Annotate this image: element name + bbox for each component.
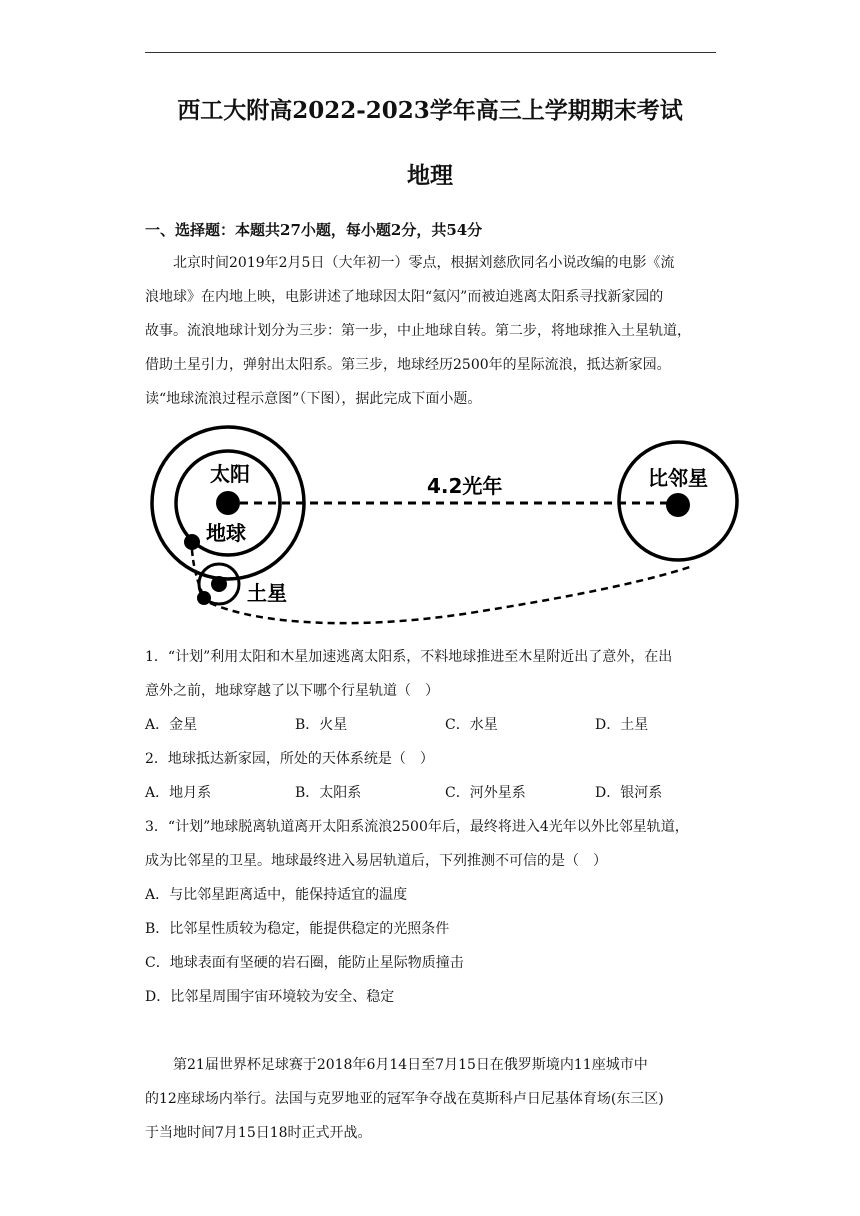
passage-1 bbox=[145, 246, 717, 416]
passage-2-line: 第21届世界杯足球赛于2018年6月14日至7月15日在俄罗斯境内11座城市中 bbox=[173, 1057, 648, 1073]
passage-1-line: 浪地球》在内地上映，电影讲述了地球因太阳“氦闪”而被迫逃离太阳系寻找新家园的 bbox=[145, 289, 664, 305]
question-2-line: 2．地球抵达新家园，所处的天体系统是（ ） bbox=[145, 751, 434, 767]
exam-title: 西工大附高2022-2023学年高三上学期期末考试 bbox=[177, 97, 683, 124]
passage-1-line: 北京时间2019年2月5日（大年初一）零点，根据刘慈欣同名小说改编的电影《流 bbox=[173, 255, 675, 271]
option-c[interactable]: C．河外星系 bbox=[445, 785, 526, 801]
saturn-label: 土星 bbox=[247, 581, 287, 605]
option-b[interactable]: B．比邻星性质较为稳定，能提供稳定的光照条件 bbox=[145, 921, 450, 937]
passage-2-line: 的12座球场内举行。法国与克罗地亚的冠军争夺战在莫斯科卢日尼基体育场(东三区) bbox=[145, 1091, 664, 1107]
sun-label: 太阳 bbox=[210, 462, 250, 486]
question-1-options bbox=[145, 708, 705, 742]
distance-label: 4.2光年 bbox=[427, 474, 503, 498]
question-3-line: 成为比邻星的卫星。地球最终进入易居轨道后，下列推测不可信的是（ ） bbox=[145, 853, 607, 869]
subject-title: 地理 bbox=[407, 162, 453, 189]
sun-dot bbox=[216, 491, 240, 515]
proxima-label: 比邻星 bbox=[648, 466, 708, 490]
option-b[interactable]: B．火星 bbox=[295, 717, 348, 733]
passage-1-line: 借助土星引力，弹射出太阳系。第三步，地球经历2500年的星际流浪，抵达新家园。 bbox=[145, 357, 671, 373]
proxima-dot bbox=[666, 493, 690, 517]
option-a[interactable]: A．地月系 bbox=[145, 785, 212, 801]
option-d[interactable]: D．银河系 bbox=[595, 785, 663, 801]
option-a[interactable]: A．金星 bbox=[145, 717, 198, 733]
option-c[interactable]: C．水星 bbox=[445, 717, 498, 733]
question-2-options bbox=[145, 776, 705, 810]
option-d[interactable]: D．比邻星周围宇宙环境较为安全、稳定 bbox=[145, 989, 395, 1005]
option-c[interactable]: C．地球表面有坚硬的岩石圈，能防止星际物质撞击 bbox=[145, 955, 464, 971]
section-heading: 一、选择题：本题共27小题，每小题2分，共54分 bbox=[145, 221, 483, 239]
passage-1-line: 读“地球流浪过程示意图”（下图），据此完成下面小题。 bbox=[145, 391, 482, 407]
question-1-line: 意外之前，地球穿越了以下哪个行星轨道（ ） bbox=[145, 683, 439, 699]
option-b[interactable]: B．太阳系 bbox=[295, 785, 362, 801]
option-a[interactable]: A．与比邻星距离适中，能保持适宜的温度 bbox=[145, 887, 408, 903]
earth-label: 地球 bbox=[206, 521, 246, 545]
question-3-line: 3．“计划”地球脱离轨道离开太阳系流浪2500年后，最终将进入4光年以外比邻星轨道， bbox=[145, 819, 689, 835]
question-1-line: 1．“计划”利用太阳和木星加速逃离太阳系，不料地球推进至木星附近出了意外，在出 bbox=[145, 649, 673, 665]
earth-departure-dot bbox=[197, 591, 211, 605]
saturn-dot bbox=[211, 576, 227, 592]
option-d[interactable]: D．土星 bbox=[595, 717, 649, 733]
passage-1-line: 故事。流浪地球计划分为三步：第一步，中止地球自转。第二步，将地球推入土星轨道， bbox=[145, 323, 691, 339]
earth-dot bbox=[184, 534, 200, 550]
passage-2-line: 于当地时间7月15日18时正式开战。 bbox=[145, 1125, 372, 1141]
earth-wandering-diagram bbox=[140, 425, 750, 640]
header-rule bbox=[145, 52, 716, 53]
